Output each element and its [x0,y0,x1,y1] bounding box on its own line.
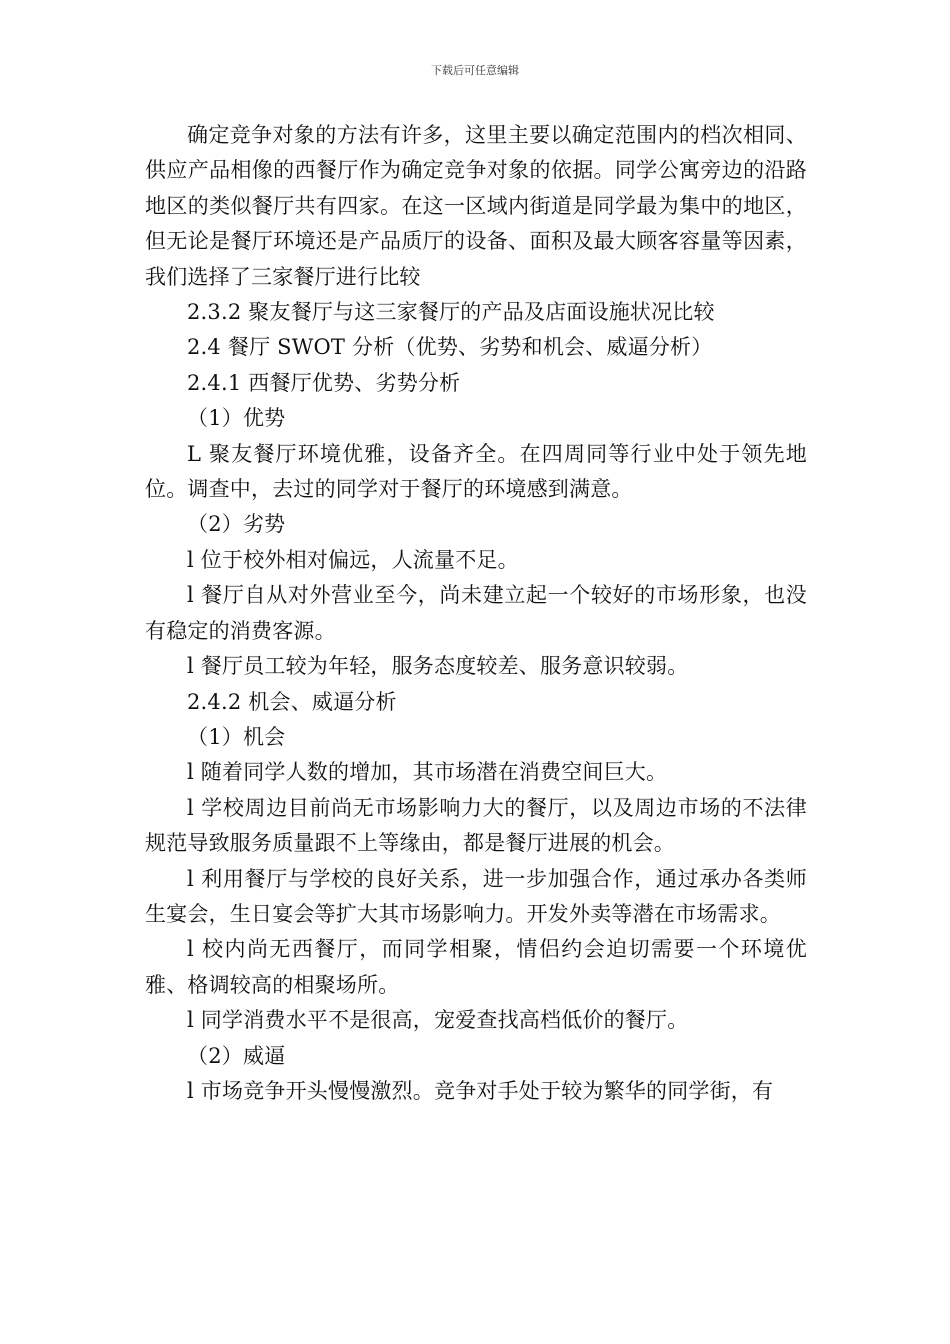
document-body [145,118,807,1109]
opportunity-item: l 校内尚无西餐厅，而同学相聚，情侣约会迫切需要一个环境优雅、格调较高的相聚场所。 [145,937,807,997]
opportunity-item: l 同学消费水平不是很高，宠爱查找高档低价的餐厅。 [187,1008,689,1033]
section-heading-2-4-1: 2.4.1 西餐厅优势、劣势分析 [187,370,461,395]
threat-item: l 市场竞争开头慢慢激烈。竞争对手处于较为繁华的同学街，有 [187,1078,774,1103]
section-heading-2-4-2: 2.4.2 机会、威逼分析 [187,689,397,714]
opportunity-item: l 利用餐厅与学校的良好关系，进一步加强合作，通过承办各类师生宴会，生日宴会等扩大其市场影响力。开发外卖等潜在市场需求。 [145,866,807,926]
subheading-strengths: （1）优势 [187,406,286,431]
intro-paragraph: 确定竞争对象的方法有许多，这里主要以确定范围内的档次相同、供应产品相像的西餐厅作为确定竞争对象的依据。同学公寓旁边的沿路地区的类似餐厅共有四家。在这一区域内街道是同学最为集中的地区，但无论是餐厅环境还是产品质厅的设备、面积及最大顾客容量等因素，我们选择了三家餐厅进行比较 [145,123,807,289]
opportunity-item: l 随着同学人数的增加，其市场潜在消费空间巨大。 [187,760,668,785]
subheading-opportunities: （1）机会 [187,724,286,749]
subheading-threats: （2）威逼 [187,1043,286,1068]
weakness-item: l 餐厅员工较为年轻，服务态度较差、服务意识较弱。 [187,654,689,679]
subheading-weaknesses: （2）劣势 [187,512,286,537]
strength-item: L 聚友餐厅环境优雅，设备齐全。在四周同等行业中处于领先地位。调查中，去过的同学对于餐厅的环境感到满意。 [145,441,807,502]
page-header: 下载后可任意编辑 [431,64,519,77]
weakness-item: l 位于校外相对偏远，人流量不足。 [187,547,519,572]
opportunity-item: l 学校周边目前尚无市场影响力大的餐厅，以及周边市场的不法律规范导致服务质量跟不上等缘由，都是餐厅进展的机会。 [145,795,807,856]
section-heading-2-4: 2.4 餐厅 SWOT 分析（优势、劣势和机会、威逼分析） [187,335,713,360]
weakness-item: l 餐厅自从对外营业至今，尚未建立起一个较好的市场形象，也没有稳定的消费客源。 [145,583,807,643]
section-heading-2-3-2: 2.3.2 聚友餐厅与这三家餐厅的产品及店面设施状况比较 [187,300,715,325]
